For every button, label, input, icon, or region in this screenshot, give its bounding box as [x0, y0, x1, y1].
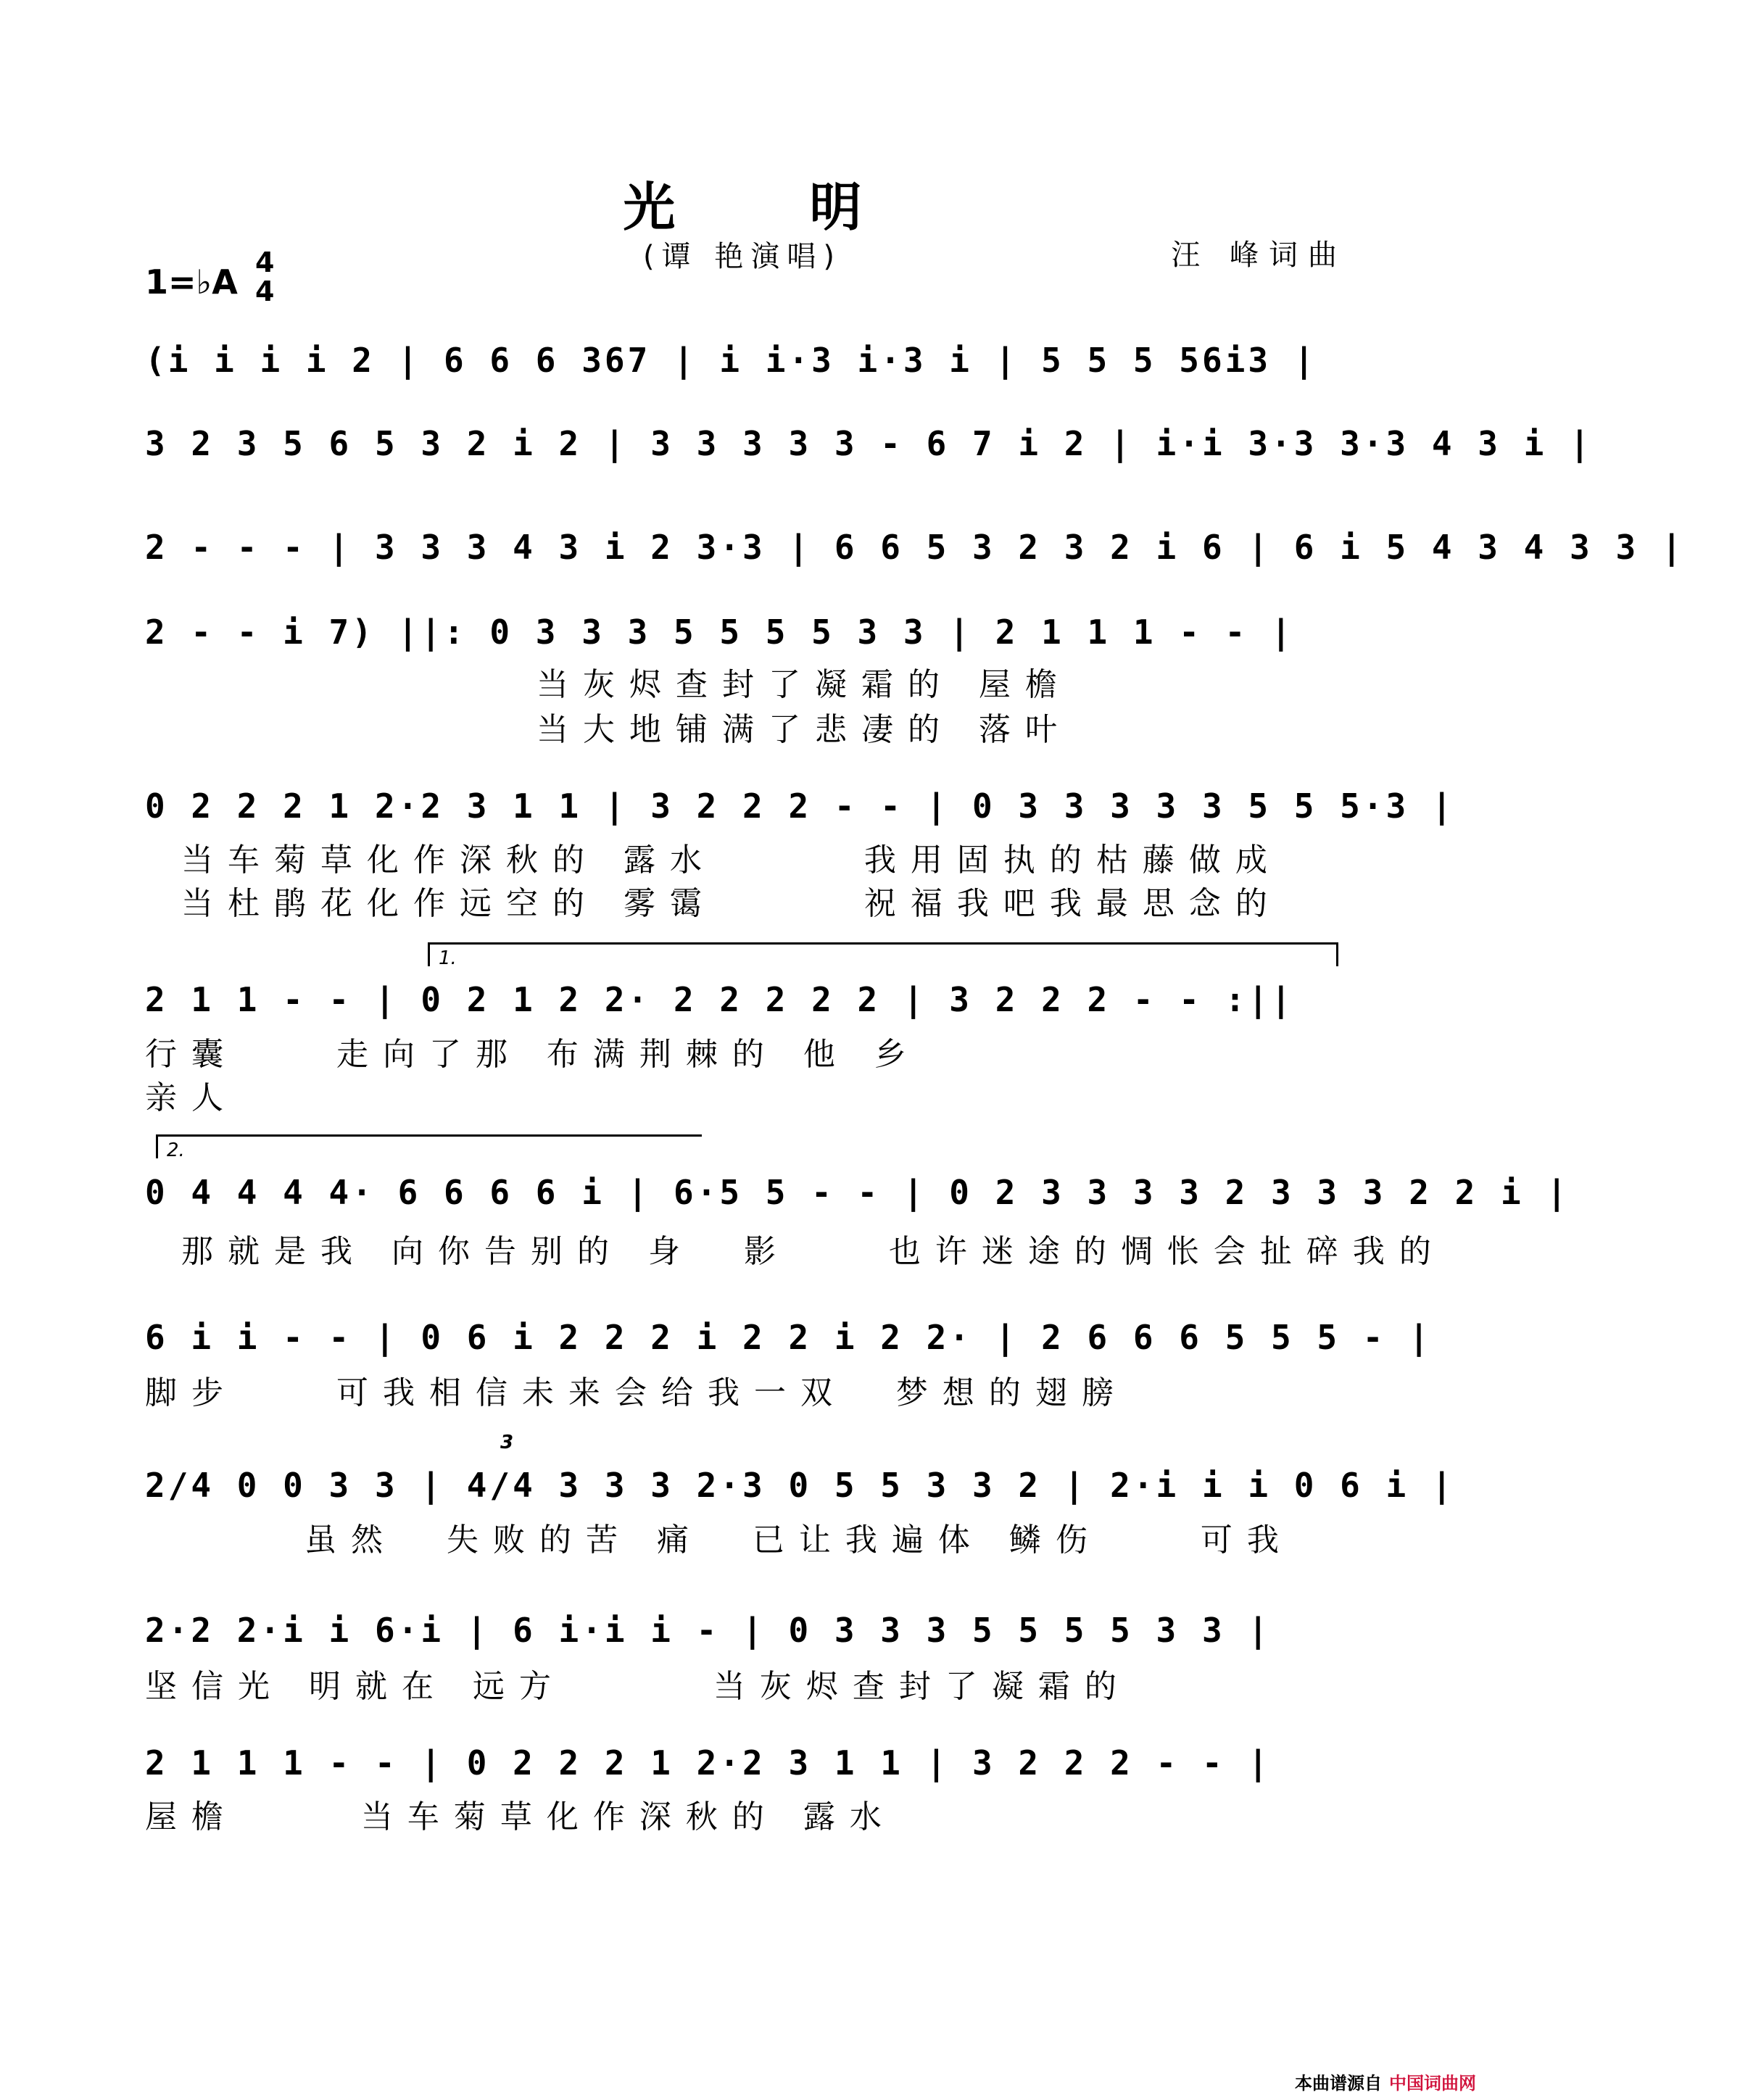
lyrics-line: 虽然 失败的苦 痛 已让我遍体 鳞伤 可我	[304, 1522, 1293, 1559]
notation-line: 2 1 1 1 - - | 0 2 2 2 1 2·2 3 1 1 | 3 2 2 2 - - |	[145, 1743, 1272, 1782]
lyrics-verse-1: 行囊 走向了那 布满荆棘的 他 乡	[145, 1036, 921, 1073]
key-signature: 1=♭A	[145, 262, 238, 302]
footer-source-text: 本曲谱源自	[1295, 2073, 1382, 2093]
notation-line: (i i i i 2 | 6 6 6 367 | i i·3 i·3 i | 5 5 5 56i3 |	[145, 341, 1317, 380]
notation-line: 0 4 4 4 4· 6 6 6 6 i | 6·5 5 - - | 0 2 3 3 3 3 2 3 3 3 2 2 i |	[145, 1173, 1570, 1212]
first-ending-label: 1.	[439, 947, 457, 969]
notation-line: 0 2 2 2 1 2·2 3 1 1 | 3 2 2 2 - - | 0 3 3 3 3 3 5 5 5·3 |	[145, 787, 1455, 826]
lyrics-line: 那就是我 向你告别的 身 影 也许迷途的惆怅会扯碎我的	[181, 1233, 1446, 1270]
lyrics-verse-2: 当大地铺满了悲凄的 落叶	[536, 711, 1072, 748]
time-numerator: 4	[255, 246, 275, 278]
notation-line: 2·2 2·i i 6·i | 6 i·i i - | 0 3 3 3 5 5 5 5 3 3 |	[145, 1611, 1272, 1650]
lyrics-line: 脚步 可我相信未来会给我一双 梦想的翅膀	[145, 1374, 1128, 1411]
first-ending-bracket	[428, 942, 1338, 969]
notation-line: 2 - - - | 3 3 3 4 3 i 2 3·3 | 6 6 5 3 2 3 2 i 6 | 6 i 5 4 3 4 3 3 |	[145, 528, 1685, 567]
time-denominator: 4	[255, 275, 275, 307]
lyrics-verse-2: 亲人	[145, 1079, 238, 1116]
lyrics-verse-1: 当灰烬查封了凝霜的 屋檐	[536, 666, 1072, 703]
notation-line: 3 2 3 5 6 5 3 2 i 2 | 3 3 3 3 3 - 6 7 i 2 | i·i 3·3 3·3 4 3 i |	[145, 424, 1593, 463]
notation-line: 2 - - i 7) ||: 0 3 3 3 5 5 5 5 3 3 | 2 1 1 1 - - |	[145, 613, 1294, 652]
source-footer	[1295, 2069, 1476, 2094]
notation-line: 6 i i - - | 0 6 i 2 2 2 i 2 2 i 2 2· | 2 6 6 6 5 5 5 - |	[145, 1318, 1432, 1357]
footer-brand-link[interactable]: 中国词曲网	[1389, 2073, 1476, 2093]
notation-line: 2/4 0 0 3 3 | 4/4 3 3 3 2·3 0 5 5 3 3 2 | 2·i i i 0 6 i |	[145, 1466, 1455, 1505]
second-ending-bracket	[156, 1134, 702, 1161]
song-title: 光 明	[623, 177, 920, 238]
lyrics-verse-1: 当车菊草化作深秋的 露水 我用固执的枯藤做成	[181, 842, 1282, 879]
time-signature	[255, 248, 274, 306]
notation-line: 2 1 1 - - | 0 2 1 2 2· 2 2 2 2 2 | 3 2 2 2 - - :||	[145, 980, 1294, 1019]
lyrics-verse-2: 当杜鹃花化作远空的 雾霭 祝福我吧我最思念的	[181, 885, 1282, 922]
composer-credit: 汪 峰词曲	[1171, 238, 1347, 272]
triplet-mark: 3	[500, 1432, 514, 1453]
second-ending-label: 2.	[167, 1140, 185, 1161]
lyrics-line: 屋檐 当车菊草化作深秋的 露水	[145, 1798, 896, 1835]
lyrics-line: 坚信光 明就在 远方 当灰烬查封了凝霜的	[145, 1668, 1131, 1705]
performer-credit: (谭 艳演唱)	[643, 240, 842, 273]
